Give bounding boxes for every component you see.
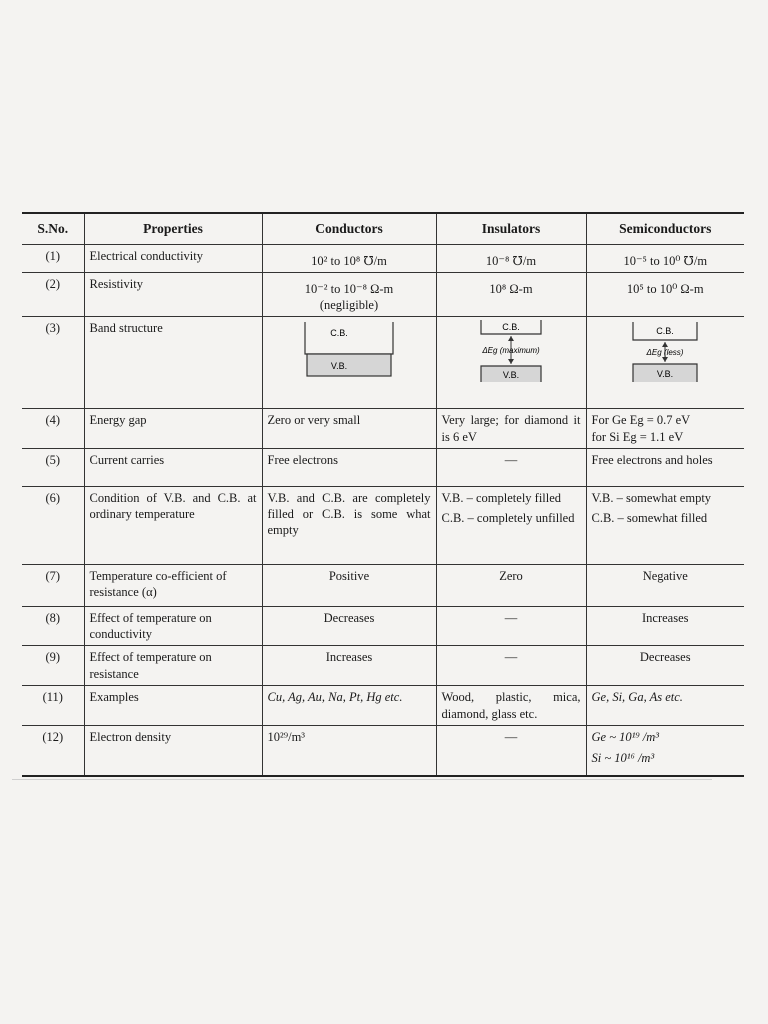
conductors-value: Decreases <box>262 606 436 646</box>
row-sno: (9) <box>22 646 84 686</box>
semiconductors-band-diagram <box>592 320 740 384</box>
semiconductors-value: 10⁻⁵ to 10⁰ ℧/m <box>586 244 744 272</box>
insulators-band-cell <box>436 317 586 409</box>
row-property: Effect of temperature on resistance <box>84 646 262 686</box>
insulators-band-diagram <box>442 320 581 384</box>
row-property: Resistivity <box>84 272 262 317</box>
table-row <box>22 686 744 726</box>
insulators-vb-condition: V.B. – completely filled <box>441 490 562 505</box>
row-property: Temperature co-efficient of resistance (α) <box>84 564 262 606</box>
semiconductors-value: Free electrons and holes <box>586 448 744 486</box>
row-property: Current carries <box>84 448 262 486</box>
table-row <box>22 317 744 409</box>
conductors-value: 10²⁹/m³ <box>262 726 436 776</box>
table-row <box>22 726 744 776</box>
conductors-value: V.B. and C.B. are completely filled or C.B. is some what empty <box>262 486 436 564</box>
table-row <box>22 606 744 646</box>
semiconductors-cb-condition: C.B. – somewhat filled <box>591 511 708 526</box>
row-sno: (5) <box>22 448 84 486</box>
semiconductors-ge-density: Ge ~ 10¹⁹ /m³ <box>591 730 660 745</box>
row-sno: (4) <box>22 409 84 449</box>
insulators-value: — <box>436 646 586 686</box>
insulators-cb-condition: C.B. – completely unfilled <box>441 511 575 526</box>
insulators-cb-label: C.B. <box>502 322 520 333</box>
header-semiconductors: Semiconductors <box>586 213 744 244</box>
conductors-value: Positive <box>262 564 436 606</box>
row-property: Condition of V.B. and C.B. at ordinary temperature <box>84 486 262 564</box>
insulators-cell <box>436 486 586 564</box>
semiconductors-value: 10⁵ to 10⁰ Ω-m <box>586 272 744 317</box>
overlapping-bands-diagram <box>299 320 399 384</box>
conductors-value: Zero or very small <box>262 409 436 449</box>
semiconductors-cell <box>586 486 744 564</box>
conductors-value: Increases <box>262 646 436 686</box>
header-properties: Properties <box>84 213 262 244</box>
row-sno: (2) <box>22 272 84 317</box>
row-property: Electrical conductivity <box>84 244 262 272</box>
semiconductors-si-density: Si ~ 10¹⁶ /m³ <box>591 750 655 765</box>
semiconductors-gap-label: ΔEg (less) <box>646 348 684 358</box>
semiconductors-value: Decreases <box>586 646 744 686</box>
semiconductors-cell <box>586 409 744 449</box>
table-row <box>22 564 744 606</box>
page-edge-line <box>12 779 712 780</box>
insulators-value: 10⁻⁸ ℧/m <box>436 244 586 272</box>
row-property: Effect of temperature on conductivity <box>84 606 262 646</box>
row-sno: (3) <box>22 317 84 409</box>
header-sno: S.No. <box>22 213 84 244</box>
header-conductors: Conductors <box>262 213 436 244</box>
conductors-note: (negligible) <box>319 298 379 313</box>
table-row <box>22 448 744 486</box>
insulators-value: Zero <box>436 564 586 606</box>
conductors-cb-label: C.B. <box>330 328 348 339</box>
row-sno: (7) <box>22 564 84 606</box>
insulators-value: Wood, plastic, mica, diamond, glass etc. <box>436 686 586 726</box>
conductors-band-diagram <box>268 320 431 384</box>
row-property: Band structure <box>84 317 262 409</box>
conductors-band-cell <box>262 317 436 409</box>
semiconductors-si-gap: for Si Eg = 1.1 eV <box>591 429 684 444</box>
large-gap-bands-diagram <box>471 320 551 384</box>
semiconductors-vb-condition: V.B. – somewhat empty <box>591 490 712 505</box>
semiconductors-value: Negative <box>586 564 744 606</box>
row-sno: (6) <box>22 486 84 564</box>
row-sno: (1) <box>22 244 84 272</box>
semiconductors-ge-gap: For Ge Eg = 0.7 eV <box>591 413 691 428</box>
conductors-cell <box>262 272 436 317</box>
row-property: Examples <box>84 686 262 726</box>
conductors-value: Free electrons <box>262 448 436 486</box>
row-sno: (8) <box>22 606 84 646</box>
insulators-value: Very large; for diamond it is 6 eV <box>436 409 586 449</box>
header-insulators: Insulators <box>436 213 586 244</box>
conductors-vb-label: V.B. <box>330 361 348 372</box>
table-row <box>22 244 744 272</box>
properties-comparison-table <box>22 212 744 777</box>
row-sno: (11) <box>22 686 84 726</box>
insulators-value: — <box>436 606 586 646</box>
semiconductors-value: Increases <box>586 606 744 646</box>
insulators-gap-label: ΔEg (maximum) <box>482 346 540 356</box>
small-gap-bands-diagram <box>625 320 705 384</box>
insulators-value: 10⁸ Ω-m <box>436 272 586 317</box>
semiconductors-band-cell <box>586 317 744 409</box>
table-row <box>22 486 744 564</box>
semiconductors-cb-label: C.B. <box>656 326 675 337</box>
conductors-value: 10⁻² to 10⁻⁸ Ω-m <box>304 281 394 296</box>
insulators-value: — <box>436 726 586 776</box>
semiconductors-vb-label: V.B. <box>657 369 674 380</box>
row-property: Energy gap <box>84 409 262 449</box>
conductors-value: Cu, Ag, Au, Na, Pt, Hg etc. <box>262 686 436 726</box>
semiconductors-value: Ge, Si, Ga, As etc. <box>586 686 744 726</box>
table-row <box>22 409 744 449</box>
insulators-vb-label: V.B. <box>502 370 520 381</box>
insulators-value: — <box>436 448 586 486</box>
table-row <box>22 646 744 686</box>
semiconductors-cell <box>586 726 744 776</box>
conductors-value: 10² to 10⁸ ℧/m <box>262 244 436 272</box>
row-sno: (12) <box>22 726 84 776</box>
table-row <box>22 272 744 317</box>
table-header-row <box>22 213 744 244</box>
row-property: Electron density <box>84 726 262 776</box>
